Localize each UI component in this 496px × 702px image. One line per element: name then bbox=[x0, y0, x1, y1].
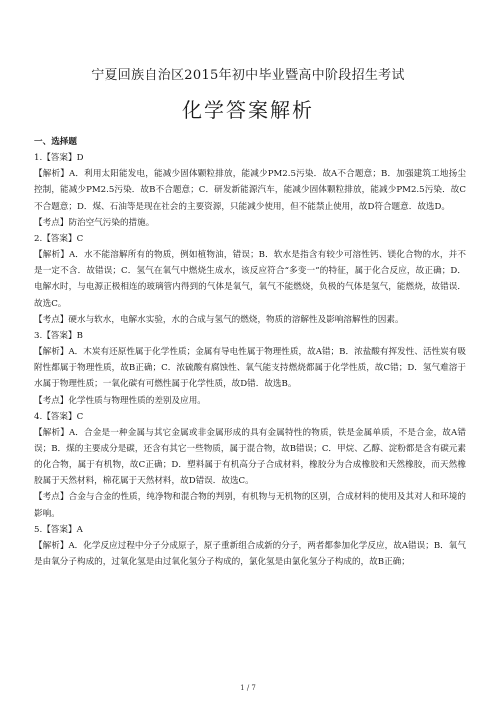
answer-content bbox=[34, 134, 466, 570]
question-3-answer: 3.【答案】B bbox=[34, 330, 83, 341]
document-title: 化学答案解析 bbox=[182, 98, 314, 122]
question-2-key-point: 【考点】硬水与软水，电解水实验，水的合成与氢气的燃烧，物质的溶解性及影响溶解性的因素。 bbox=[34, 314, 404, 325]
exam-title: 宁夏回族自治区2015年初中毕业暨高中阶段招生考试 bbox=[91, 68, 405, 83]
question-1-analysis: 【解析】A．利用太阳能发电，能减少固体颗粒排放，能减少PM2.5污染．故A不合题意；B．加强建筑工地扬尘控制，能减少PM2.5污染．故B不合题意；C．研发新能源汽车，能减少固体颗粒排放，能减少PM2.5污染．故C不合题意；D．煤、石油等是现在社会的主要资源，只能减少使用，但不能禁止使用，故D符合题意．故选D。 bbox=[34, 169, 466, 212]
question-3-analysis: 【解析】A．木炭有还原性属于化学性质；金属有导电性属于物理性质，故A错；B．浓盐酸有挥发性、活性炭有吸附性都属于物理性质，故B正确；C．浓硫酸有腐蚀性、氧气能支持燃烧都属于化学性质，故C错；D．氢气难溶于水属于物理性质；一氧化碳有可燃性属于化学性质，故D错．故选B。 bbox=[34, 347, 466, 390]
question-3-key-point: 【考点】化学性质与物理性质的差别及应用。 bbox=[34, 395, 206, 406]
question-1-answer: 1.【答案】D bbox=[34, 153, 84, 164]
page-number: 1 / 7 bbox=[240, 684, 256, 692]
question-1-key-point: 【考点】防治空气污染的措施。 bbox=[34, 217, 155, 228]
question-5-answer: 5.【答案】A bbox=[34, 524, 83, 535]
question-2-answer: 2.【答案】C bbox=[34, 233, 84, 244]
question-4-analysis: 【解析】A．合金是一种金属与其它金属或非金属形成的具有金属特性的物质，铁是金属单质，不是合金，故A错误；B．煤的主要成分是碳，还含有其它一些物质，属于混合物，故B错误；C．甲烷、乙醇、淀粉都是含有碳元素的化合物，属于有机物，故C正确；D．塑料属于有机高分子合成材料，橡胶分为合成橡胶和天然橡胶，而天然橡胶属于天然材料，棉花属于天然材料，故D错误．故选C。 bbox=[34, 427, 466, 487]
section-heading: 一、选择题 bbox=[34, 137, 77, 147]
question-4-key-point: 【考点】合金与合金的性质，纯净物和混合物的判别，有机物与无机物的区别，合成材料的使用及其对人和环境的影响。 bbox=[34, 492, 466, 519]
question-5-analysis: 【解析】A．化学反应过程中分子分成原子，原子重新组合成新的分子，两者都参加化学反应，故A错误；B．氧气是由氧分子构成的，过氧化氢是由过氧化氢分子构成的，氯化氢是由氯化氢分子构成的，故B正确； bbox=[34, 540, 466, 568]
question-4-answer: 4.【答案】C bbox=[34, 411, 84, 422]
question-2-analysis: 【解析】A．水不能溶解所有的物质，例如植物油，错误；B．软水是指含有较少可溶性钙、镁化合物的水，并不是一定不含．故错误；C．氢气在氧气中燃烧生成水，该反应符合“多变一”的特征，属于化合反应，故正确；D．电解水时，与电源正极相连的玻璃管内得到的气体是氧气，氧气不能燃烧，负极的气体是氢气，能燃烧，故错误．故选C。 bbox=[34, 250, 466, 309]
